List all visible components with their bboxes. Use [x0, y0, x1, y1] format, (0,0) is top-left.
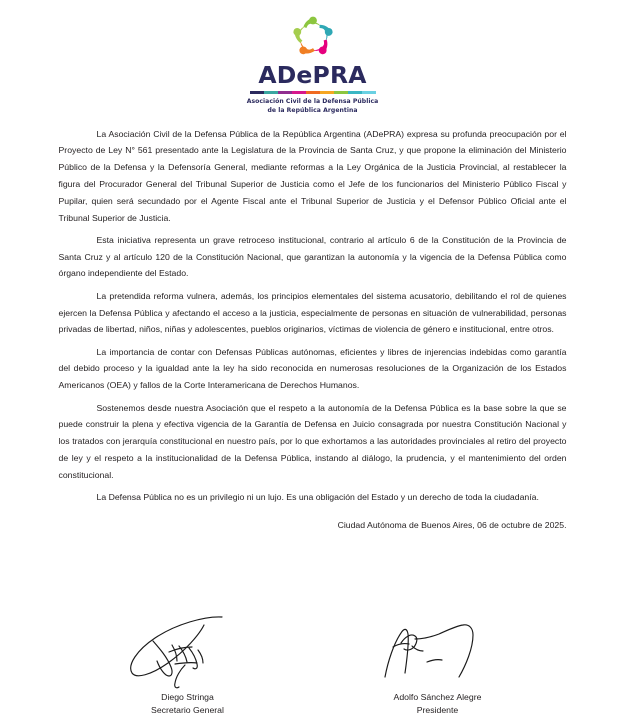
- tagline-line-1: Asociación Civil de la Defensa Pública: [246, 97, 379, 105]
- body-paragraph: La pretendida reforma vulnera, además, los principios elementales del sistema acusatorio, debilitando el rol de quienes ejercen la Defensa Pública y afectando el acceso a la justicia, especialmente de personas en situación de vulnerabilidad, personas privadas de libertad, niños, niñas y adolescentes, pueblos originarios, víctimas de violencia de género e institucional, entre otros.: [58, 290, 567, 335]
- adepra-tagline: [246, 97, 380, 116]
- adepra-wordmark: ADePRA: [258, 61, 367, 89]
- handwritten-signature-icon: [363, 615, 513, 691]
- dateline: Ciudad Autónoma de Buenos Aires, 06 de octubre de 2025.: [337, 519, 567, 530]
- body-paragraph: Esta iniciativa representa un grave retroceso institucional, contrario al artículo 6 de la Constitución de la Provincia de Santa Cruz y al artículo 120 de la Constitución Nacional, que garantizan la autonomía y la vigencia de la Defensa Pública como órgano independiente del Estado.: [58, 234, 567, 279]
- rule-segment: [278, 91, 292, 94]
- letterhead: [0, 0, 625, 116]
- rule-segment: [362, 91, 376, 94]
- signatory-name: Adolfo Sánchez Alegre: [393, 692, 482, 703]
- signature-area: [0, 615, 625, 716]
- rule-segment: [320, 91, 334, 94]
- logo-color-rule: [250, 91, 376, 94]
- adepra-people-circle-icon: [277, 11, 349, 63]
- signature-block: [313, 615, 563, 716]
- handwritten-signature-icon: [113, 615, 263, 691]
- adepra-logo: [246, 11, 380, 116]
- rule-segment: [348, 91, 362, 94]
- signature-block: [63, 615, 313, 716]
- rule-segment: [264, 91, 278, 94]
- body-paragraph: La Defensa Pública no es un privilegio ni un lujo. Es una obligación del Estado y un derecho de toda la ciudadanía.: [96, 492, 539, 502]
- rule-segment: [306, 91, 320, 94]
- signatory-title: Secretario General: [151, 704, 224, 715]
- rule-segment: [250, 91, 264, 94]
- body-paragraph: La Asociación Civil de la Defensa Pública de la República Argentina (ADePRA) expresa su profunda preocupación por el Proyecto de Ley N° 561 presentado ante la Legislatura de la Provincia de Santa Cruz, y que propone la eliminación del Ministerio Público de la Defensa y la Defensoría General, mediante reformas a la Ley Orgánica de la Justicia Provincial, al restablecer la figura del Procurador General del Tribunal Superior de Justicia como el Jefe de los funcionarios del Ministerio Público Fiscal y Pupilar, quien será secundado por el Agente Fiscal ante el Tribunal Superior de Justicia y el Defensor Público Oficial ante el Tribunal Superior de Justicia.: [58, 128, 567, 223]
- document-body: [59, 126, 567, 506]
- rule-segment: [334, 91, 348, 94]
- tagline-line-2: de la República Argentina: [267, 107, 358, 115]
- rule-segment: [292, 91, 306, 94]
- signatory-name: Diego Stringa: [161, 692, 214, 703]
- signatory-title: Presidente: [416, 704, 459, 715]
- body-paragraph: La importancia de contar con Defensas Públicas autónomas, eficientes y libres de injerencias indebidas como garantía del debido proceso y la igualdad ante la ley ha sido reconocida en numerosas resoluciones de la Organización de los Estados Americanos (OEA) y fallos de la Corte Interamericana de Derechos Humanos.: [58, 346, 567, 391]
- body-paragraph: Sostenemos desde nuestra Asociación que el respeto a la autonomía de la Defensa Pública es la base sobre la que se puede construir la plena y efectiva vigencia de la Garantía de Defensa en Juicio consagrada por nuestra Constitución Nacional y los tratados con jerarquía constitucional en nuestro país, por lo que exhortamos a las autoridades provinciales al retiro del proyecto de ley y el respeto a la institucionalidad de la Defensa Pública, instando al diálogo, la prudencia, y el mantenimiento del orden constitucional.: [58, 402, 567, 480]
